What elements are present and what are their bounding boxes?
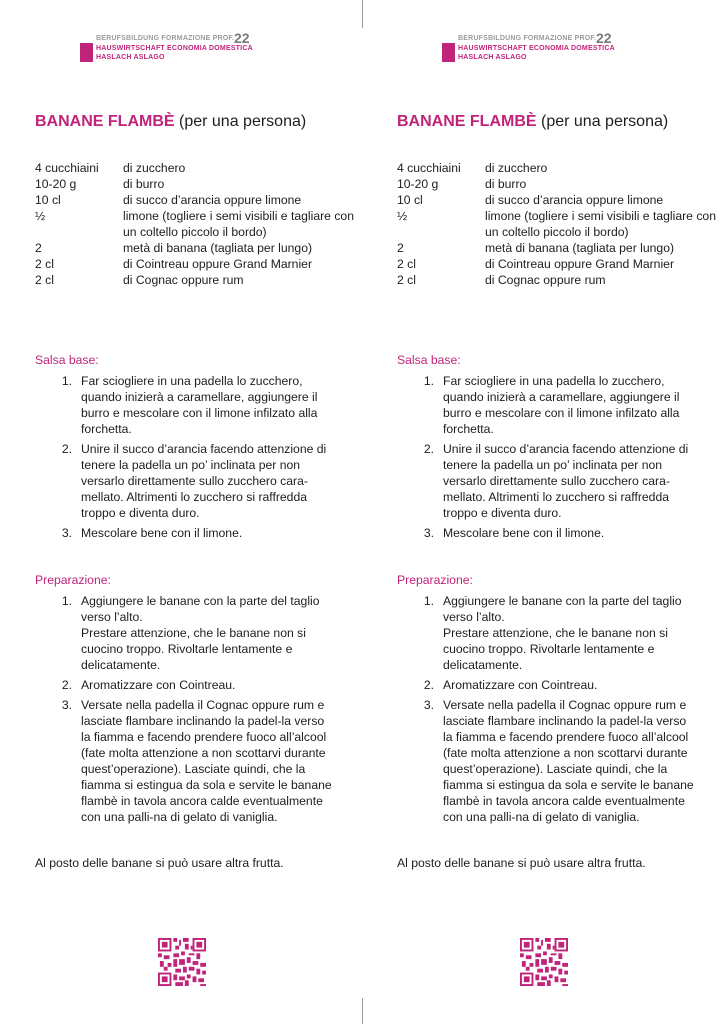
ingredient-row (35, 240, 365, 256)
ingredient-desc: di Cointreau oppure Grand Marnier (485, 257, 675, 271)
logo-mark (80, 43, 93, 62)
step-text: Mescolare bene con il limone. (81, 526, 243, 540)
step-number: 1. (423, 374, 434, 388)
logo-line2: HAUSWIRTSCHAFT ECONOMIA DOMESTICA (96, 45, 253, 52)
step-number: 1. (61, 374, 72, 388)
step-item (35, 373, 335, 437)
step-text: Versate nella padella il Cognac oppure rum e lasciate flambare inclinando la padel-la verso la fiamma e facendo prendere fuoco all’alcool (fate molta attenzione a non scottarvi durante quest’operazione). Lasciate quindi, che la fiamma si estingua da sola e servite le banane flambè in tavola ancora calde eventualmente con una palli-na di gelato di vaniglia. (81, 698, 332, 824)
logo-line3: HASLACH ASLAGO (96, 54, 165, 61)
step-text: Aggiungere le banane con la parte del taglio verso l’alto. Prestare attenzione, che le banane non si cuocino troppo. Rivoltarle lentamente e delicatamente. (81, 594, 320, 672)
logo-line3: HASLACH ASLAGO (458, 54, 527, 61)
ingredient-row (35, 208, 365, 240)
ingredient-qty: 4 cucchiaini (35, 161, 99, 175)
recipe-card-left (35, 0, 365, 1024)
step-item (397, 677, 697, 693)
logo-line1: BERUFSBILDUNG FORMAZIONE PROF. (458, 35, 597, 42)
step-item (35, 593, 335, 673)
salsa-heading: Salsa base: (35, 353, 99, 367)
ingredient-row (35, 272, 365, 288)
step-text: Aromatizzare con Cointreau. (443, 678, 598, 692)
ingredient-desc: di Cognac oppure rum (123, 273, 244, 287)
step-number: 2. (423, 678, 434, 692)
ingredient-row (397, 256, 725, 272)
ingredient-qty: 10 cl (35, 193, 61, 207)
ingredient-desc: di burro (485, 177, 527, 191)
step-text: Aromatizzare con Cointreau. (81, 678, 236, 692)
ingredients-list (35, 160, 365, 288)
step-item (35, 441, 335, 521)
step-text: Far sciogliere in una padella lo zucchero, quando inizierà a caramellare, aggiungere il burro e mescolare con il limone infilzato alla forchetta. (81, 374, 318, 436)
logo-line1: BERUFSBILDUNG FORMAZIONE PROF. (96, 35, 235, 42)
step-number: 2. (61, 678, 72, 692)
ingredient-desc: limone (togliere i semi visibili e tagliare con un coltello piccolo il bordo) (485, 209, 716, 239)
school-logo (80, 30, 290, 63)
step-item (397, 593, 697, 673)
ingredient-qty: 10 cl (397, 193, 423, 207)
ingredient-row (397, 160, 725, 176)
ingredient-row (397, 240, 725, 256)
recipe-note: Al posto delle banane si può usare altra frutta. (35, 856, 284, 870)
ingredient-qty: 10-20 g (35, 177, 77, 191)
ingredient-desc: di Cointreau oppure Grand Marnier (123, 257, 313, 271)
step-text: Unire il succo d’arancia facendo attenzione di tenere la padella un po’ inclinata per non versarlo direttamente sullo zucchero cara-mellato. Altrimenti lo zucchero si raffredda troppo e diventa duro. (81, 442, 327, 520)
step-item (397, 441, 697, 521)
ingredient-row (35, 160, 365, 176)
ingredient-qty: 2 (35, 241, 42, 255)
ingredient-desc: limone (togliere i semi visibili e tagliare con un coltello piccolo il bordo) (123, 209, 354, 239)
step-number: 2. (423, 442, 434, 456)
logo-number: 22 (234, 30, 250, 46)
ingredient-qty: 2 (397, 241, 404, 255)
step-item (35, 677, 335, 693)
step-number: 3. (423, 698, 434, 712)
ingredient-row (35, 256, 365, 272)
step-number: 2. (61, 442, 72, 456)
preparation-heading: Preparazione: (397, 573, 473, 587)
ingredient-row (35, 176, 365, 192)
ingredient-qty: ½ (397, 209, 408, 223)
ingredient-desc: di zucchero (123, 161, 186, 175)
step-item (35, 697, 335, 825)
ingredient-qty: 2 cl (35, 273, 54, 287)
preparation-steps (397, 593, 697, 829)
ingredient-row (397, 176, 725, 192)
step-item (35, 525, 335, 541)
ingredient-desc: di zucchero (485, 161, 548, 175)
step-number: 3. (61, 526, 72, 540)
step-text: Mescolare bene con il limone. (443, 526, 605, 540)
salsa-steps (35, 373, 335, 545)
step-item (397, 697, 697, 825)
ingredient-desc: metà di banana (tagliata per lungo) (123, 241, 313, 255)
ingredient-qty: 10-20 g (397, 177, 439, 191)
ingredient-desc: di succo d’arancia oppure limone (485, 193, 664, 207)
step-number: 1. (61, 594, 72, 608)
recipe-title-sub: (per una persona) (541, 113, 669, 130)
ingredients-list (397, 160, 725, 288)
qr-code-icon (158, 938, 206, 986)
ingredient-qty: 2 cl (397, 257, 416, 271)
step-text: Versate nella padella il Cognac oppure rum e lasciate flambare inclinando la padel-la verso la fiamma e facendo prendere fuoco all’alcool (fate molta attenzione a non scottarvi durante quest’operazione). Lasciate quindi, che la fiamma si estingua da sola e servite le banane flambè in tavola ancora calde eventualmente con una palli-na di gelato di vaniglia. (443, 698, 694, 824)
ingredient-row (397, 192, 725, 208)
ingredient-row (397, 272, 725, 288)
step-text: Aggiungere le banane con la parte del taglio verso l’alto. Prestare attenzione, che le banane non si cuocino troppo. Rivoltarle lentamente e delicatamente. (443, 594, 682, 672)
recipe-title (35, 113, 306, 131)
preparation-steps (35, 593, 335, 829)
logo-number: 22 (596, 30, 612, 46)
school-logo (442, 30, 652, 63)
step-item (397, 525, 697, 541)
ingredient-desc: metà di banana (tagliata per lungo) (485, 241, 675, 255)
step-text: Unire il succo d’arancia facendo attenzione di tenere la padella un po’ inclinata per non versarlo direttamente sullo zucchero cara-mellato. Altrimenti lo zucchero si raffredda troppo e diventa duro. (443, 442, 689, 520)
recipe-card-right (397, 0, 725, 1024)
ingredient-desc: di succo d’arancia oppure limone (123, 193, 302, 207)
ingredient-qty: 2 cl (35, 257, 54, 271)
recipe-title-main: BANANE FLAMBÈ (397, 113, 537, 130)
qr-code-icon (520, 938, 568, 986)
ingredient-row (35, 192, 365, 208)
step-number: 1. (423, 594, 434, 608)
recipe-note: Al posto delle banane si può usare altra frutta. (397, 856, 646, 870)
ingredient-qty: 4 cucchiaini (397, 161, 461, 175)
logo-mark (442, 43, 455, 62)
salsa-steps (397, 373, 697, 545)
step-number: 3. (423, 526, 434, 540)
step-number: 3. (61, 698, 72, 712)
logo-line2: HAUSWIRTSCHAFT ECONOMIA DOMESTICA (458, 45, 615, 52)
recipe-title-sub: (per una persona) (179, 113, 307, 130)
step-text: Far sciogliere in una padella lo zucchero, quando inizierà a caramellare, aggiungere il burro e mescolare con il limone infilzato alla forchetta. (443, 374, 680, 436)
step-item (397, 373, 697, 437)
ingredient-qty: 2 cl (397, 273, 416, 287)
preparation-heading: Preparazione: (35, 573, 111, 587)
ingredient-row (397, 208, 725, 240)
salsa-heading: Salsa base: (397, 353, 461, 367)
ingredient-qty: ½ (35, 209, 46, 223)
recipe-title-main: BANANE FLAMBÈ (35, 113, 175, 130)
ingredient-desc: di burro (123, 177, 165, 191)
recipe-title (397, 113, 668, 131)
ingredient-desc: di Cognac oppure rum (485, 273, 606, 287)
